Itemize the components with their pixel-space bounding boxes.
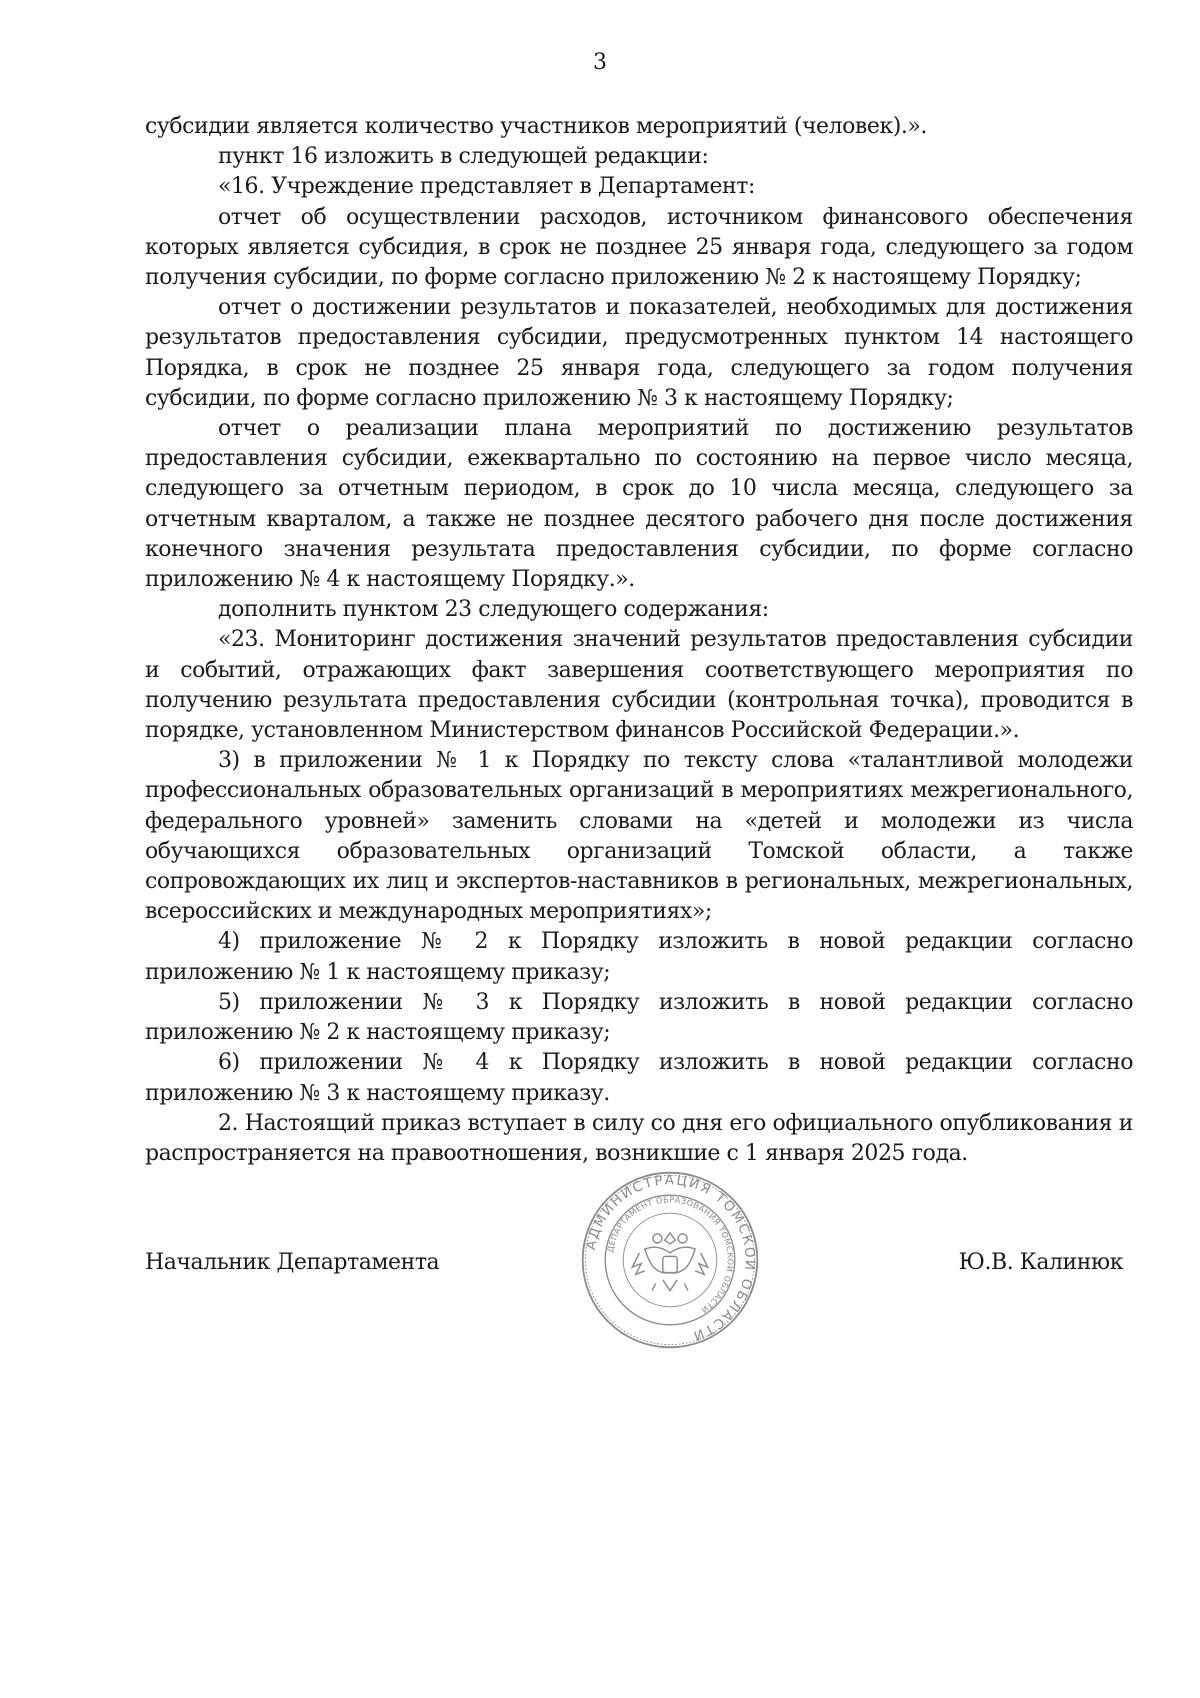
paragraph: 3) в приложении № 1 к Порядку по тексту слова «талантливой молодежи профессиональных образовательных организаций в мероприятиях межрегионального, федерального уровней» заменить словами на «детей и молодежи из числа обучающихся образовательных организаций Томской области, а также сопровождающих их лиц и экспертов-наставников в региональных, межрегиональных, всероссийских и международных мероприятиях»; [145, 748, 1133, 925]
paragraph: 4) приложение № 2 к Порядку изложить в новой редакции согласно приложению № 1 к настоящему приказу; [145, 929, 1133, 985]
paragraph: «23. Мониторинг достижения значений результатов предоставления субсидии и событий, отражающих факт завершения соответствующего мероприятия по получению результата предоставления субсидии (контрольная точка), проводится в порядке, установленном Министерством финансов Российской Федерации.». [145, 627, 1133, 744]
page-number: 3 [593, 50, 607, 75]
paragraph: отчет о реализации плана мероприятий по достижению результатов предоставления субсидии, ежеквартально по состоянию на первое число месяца, следующего за отчетным периодом, в срок до 10 числа месяца, следующего за отчетным кварталом, а также не позднее десятого рабочего дня после достижения конечного значения результата предоставления субсидии, по форме согласно приложению № 4 к настоящему Порядку.». [145, 416, 1133, 593]
paragraph: пункт 16 изложить в следующей редакции: [218, 144, 709, 170]
paragraph: 2. Настоящий приказ вступает в силу со дня его официального опубликования и распространяется на правоотношения, возникшие с 1 января 2025 года. [145, 1110, 1133, 1166]
signatory-name: Ю.В. Калинюк [958, 1250, 1123, 1275]
signature-block [145, 1250, 1133, 1280]
paragraph: отчет о достижении результатов и показателей, необходимых для достижения результатов предоставления субсидии, предусмотренных пунктом 14 настоящего Порядка, в срок не позднее 25 января года, следующего за годом получения субсидии, по форме согласно приложению № 3 к настоящему Порядку; [145, 295, 1133, 411]
document-body [145, 112, 1133, 1169]
paragraph: 5) приложении № 3 к Порядку изложить в новой редакции согласно приложению № 2 к настоящему приказу; [145, 989, 1133, 1046]
paragraph: 6) приложении № 4 к Порядку изложить в новой редакции согласно приложению № 3 к настоящему приказу. [145, 1050, 1133, 1106]
paragraph: отчет об осуществлении расходов, источником финансового обеспечения которых является субсидия, в срок не позднее 25 января года, следующего за годом получения субсидии, по форме согласно приложению № 2 к настоящему Порядку; [145, 204, 1133, 291]
paragraph: «16. Учреждение представляет в Департамент: [218, 174, 755, 200]
paragraph: субсидии является количество участников мероприятий (человек).». [145, 114, 927, 139]
seal-outer-text: АДМИНИСТРАЦИЯ ТОМСКОЙ ОБЛАСТИ [583, 1172, 758, 1345]
seal-inner-text: ДЕПАРТАМЕНТ ОБРАЗОВАНИЯ ТОМСКОЙ ОБЛАСТИ [604, 1194, 736, 1316]
signatory-position: Начальник Департамента [145, 1250, 440, 1275]
paragraph: дополнить пунктом 23 следующего содержания: [218, 597, 769, 623]
